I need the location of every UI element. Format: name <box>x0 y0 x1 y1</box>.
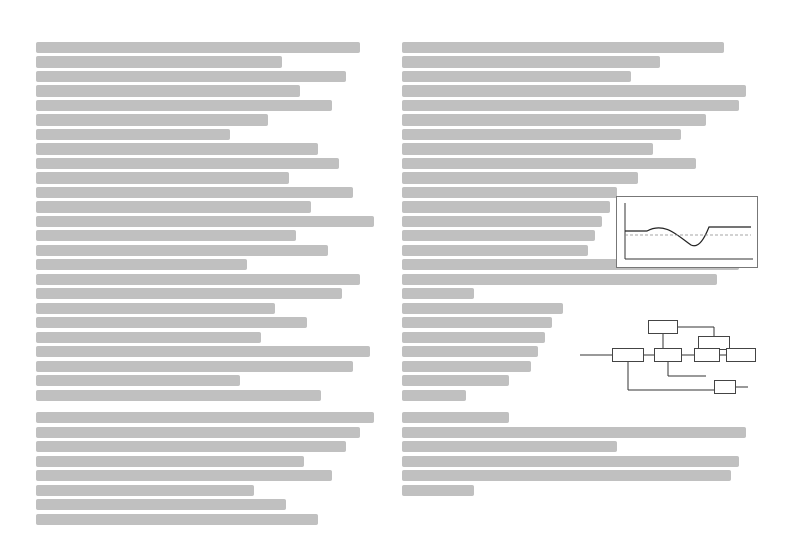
text-line <box>36 317 307 328</box>
text-line <box>402 346 538 357</box>
text-line <box>36 375 240 386</box>
text-line <box>402 375 509 386</box>
text-line <box>36 129 230 140</box>
text-line <box>36 172 289 183</box>
text-line <box>36 470 332 481</box>
text-line <box>36 85 300 96</box>
text-line <box>402 56 660 67</box>
text-line <box>36 390 321 401</box>
text-line <box>402 361 531 372</box>
text-line <box>36 346 370 357</box>
text-line <box>36 499 286 510</box>
text-line <box>402 158 696 169</box>
text-line <box>402 485 474 496</box>
text-line <box>402 230 595 241</box>
text-line <box>402 470 731 481</box>
text-line <box>36 441 346 452</box>
text-line <box>402 317 552 328</box>
text-line <box>402 412 509 423</box>
energy-flow-figure <box>578 318 756 398</box>
text-line <box>36 158 339 169</box>
text-line <box>36 332 261 343</box>
text-line <box>402 427 746 438</box>
text-line <box>402 85 746 96</box>
text-line <box>36 201 311 212</box>
population-graph-figure <box>616 196 758 268</box>
text-line <box>36 100 332 111</box>
text-line <box>402 274 717 285</box>
text-line <box>36 456 304 467</box>
text-line <box>36 274 360 285</box>
text-line <box>402 129 681 140</box>
text-line <box>402 390 466 401</box>
text-line <box>402 172 638 183</box>
text-line <box>36 143 318 154</box>
right-column <box>402 42 760 499</box>
text-line <box>36 514 318 525</box>
text-line <box>36 427 360 438</box>
text-line <box>36 245 328 256</box>
left-column <box>36 42 388 528</box>
text-line <box>36 42 360 53</box>
text-line <box>402 303 563 314</box>
text-line <box>402 143 653 154</box>
text-line <box>36 56 282 67</box>
text-line <box>402 42 724 53</box>
text-line <box>402 71 631 82</box>
text-line <box>402 201 610 212</box>
text-line <box>36 288 342 299</box>
text-line <box>402 245 588 256</box>
text-line <box>402 456 739 467</box>
text-line <box>402 332 545 343</box>
text-line <box>36 114 268 125</box>
energy-flow-arrows <box>578 318 756 398</box>
text-line <box>36 230 296 241</box>
population-graph <box>617 197 757 267</box>
text-line <box>402 100 739 111</box>
text-line <box>402 187 617 198</box>
text-line <box>402 288 474 299</box>
text-line <box>36 361 353 372</box>
text-line <box>36 71 346 82</box>
text-line <box>36 216 374 227</box>
text-line <box>36 259 247 270</box>
text-line <box>36 485 254 496</box>
text-line <box>402 441 617 452</box>
text-line <box>36 303 275 314</box>
text-line <box>36 412 374 423</box>
text-line <box>36 187 353 198</box>
graph-curve <box>625 227 751 246</box>
text-line <box>402 114 706 125</box>
text-line <box>402 216 602 227</box>
